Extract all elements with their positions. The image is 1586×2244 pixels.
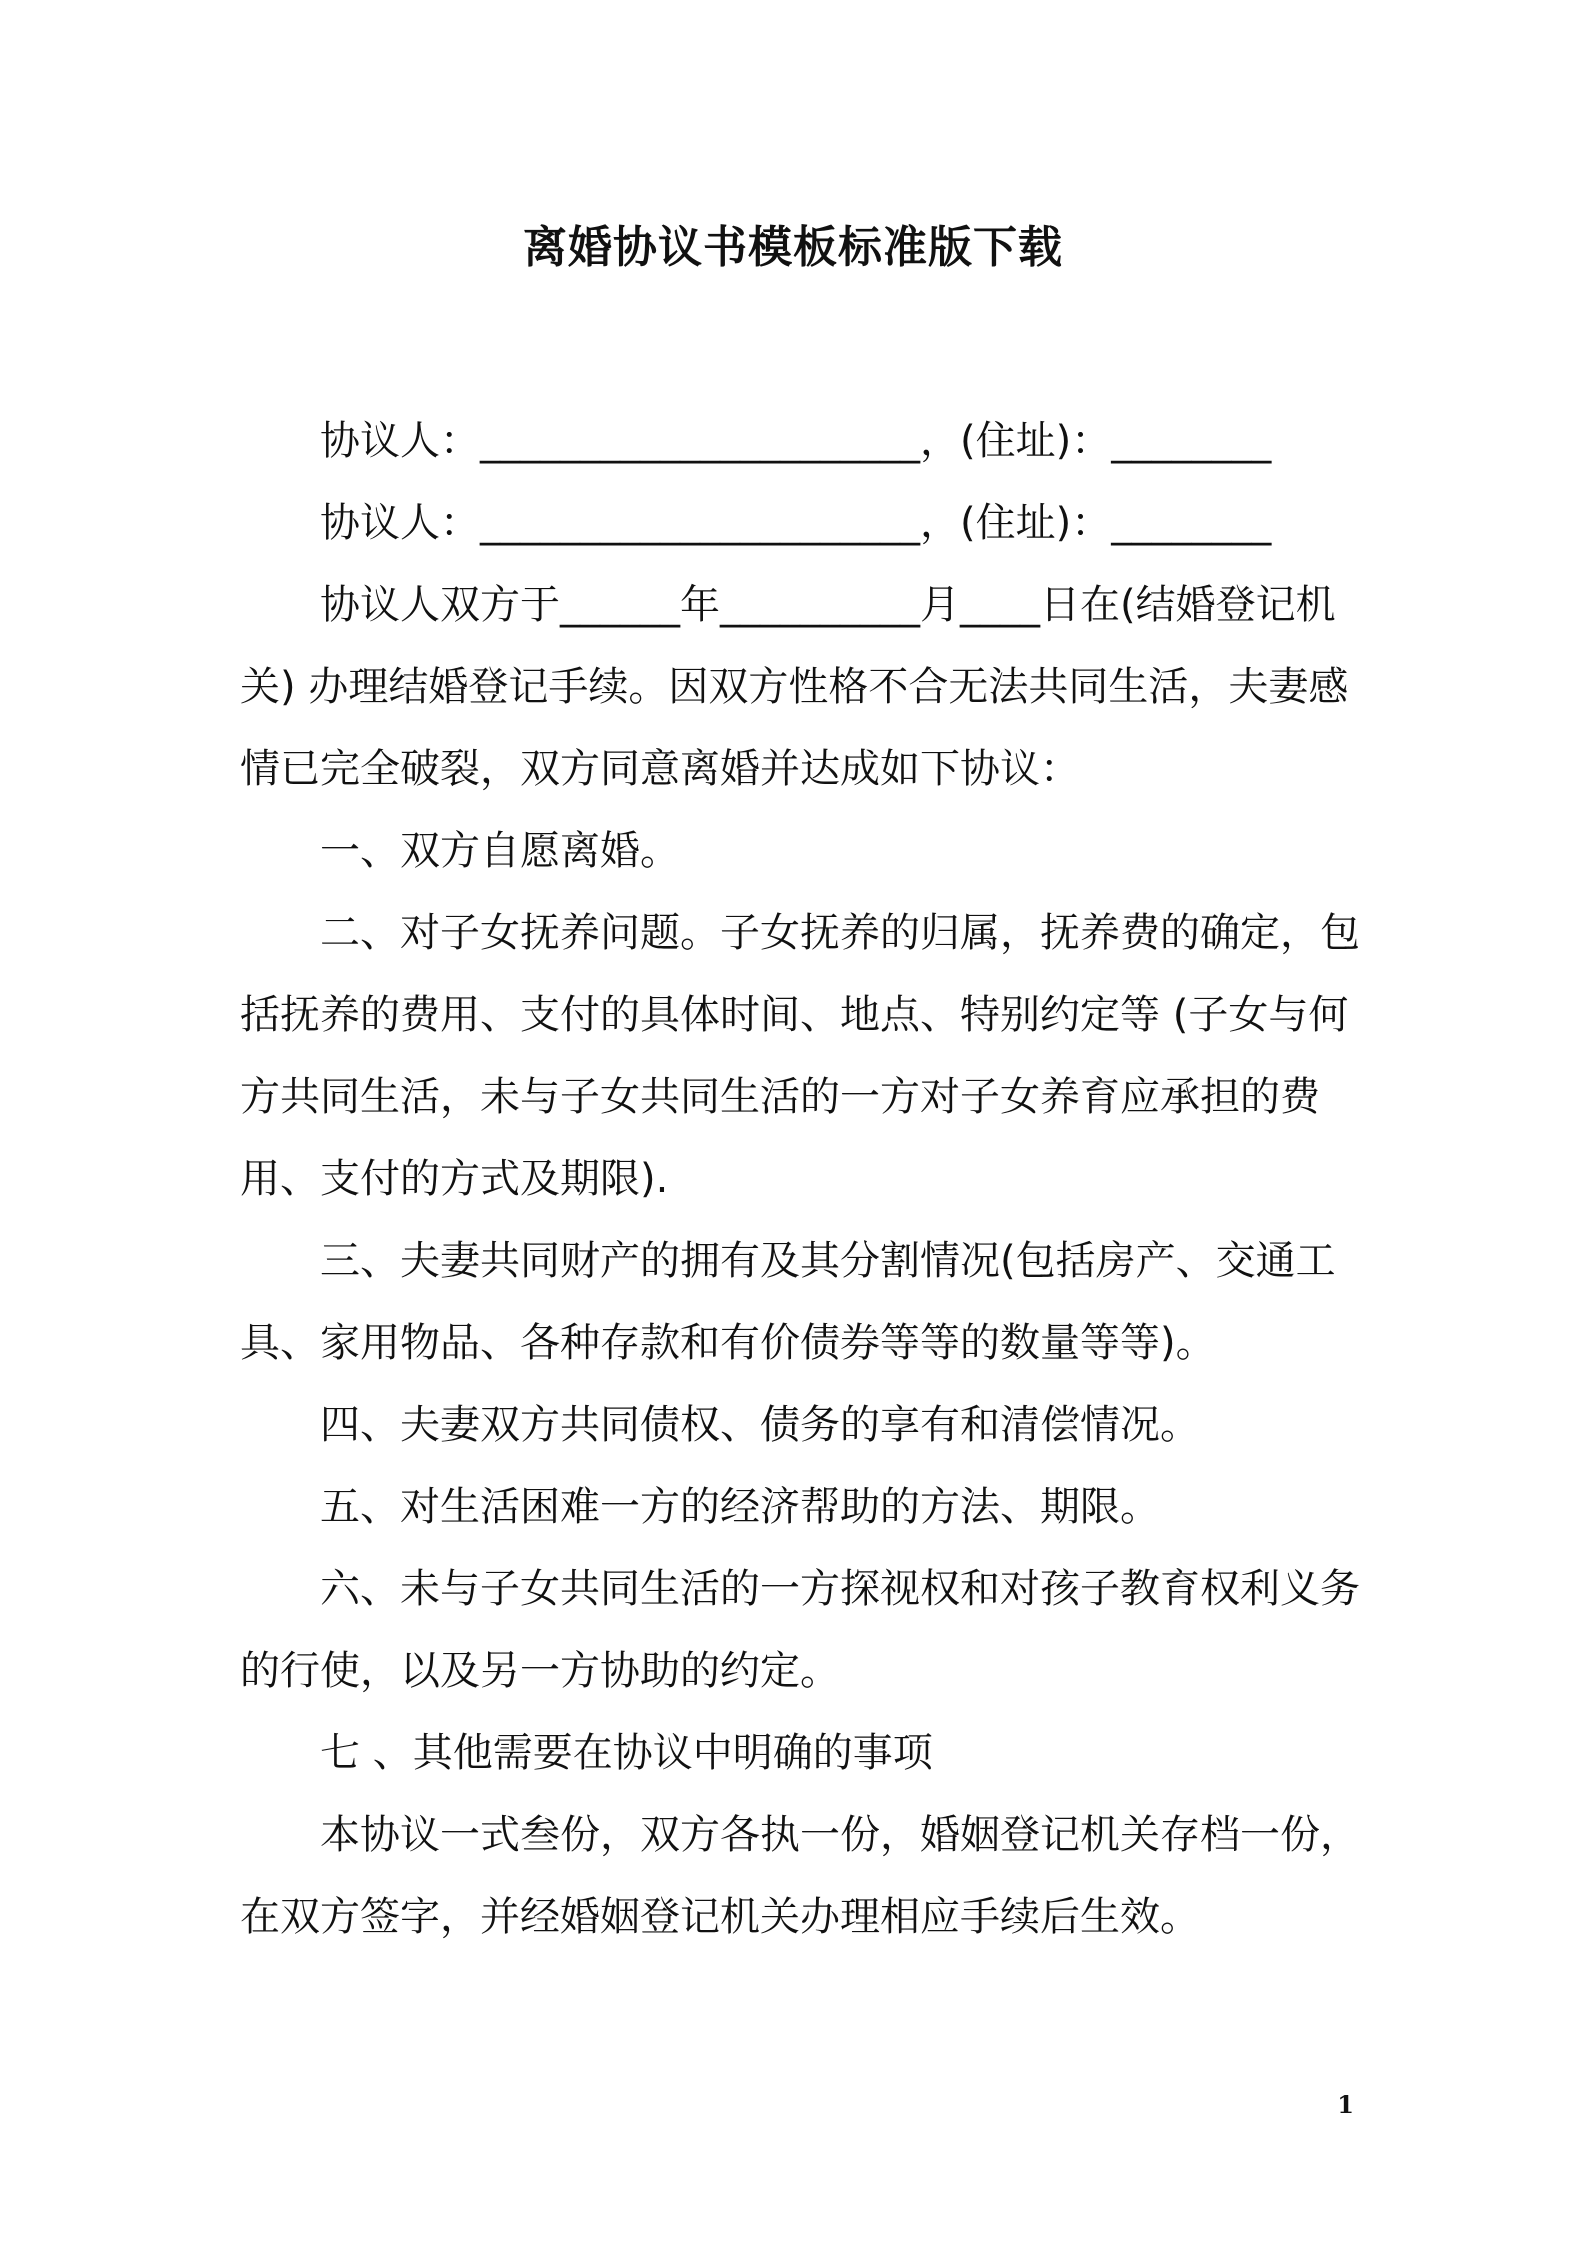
clause-5: 五、对生活困难一方的经济帮助的方法、期限。 <box>320 1484 1160 1530</box>
party-line-2: 协议人：______________________，(住址)：________ <box>320 500 1272 546</box>
clause-1: 一、双方自愿离婚。 <box>320 828 680 874</box>
clause-4: 四、夫妻双方共同债权、债务的享有和清偿情况。 <box>320 1402 1200 1448</box>
clause-2: 二、对子女抚养问题。子女抚养的归属，抚养费的确定，包括抚养的费用、支付的具体时间、地点、特别约定等 (子女与何方共同生活，未与子女共同生活的一方对子女养育应承担的费用、支付的方式及期限). <box>240 910 1360 1202</box>
intro-paragraph: 协议人双方于______年__________月____日在(结婚登记机关) 办理结婚登记手续。因双方性格不合无法共同生活，夫妻感情已完全破裂，双方同意离婚并达成如下协议： <box>240 582 1349 792</box>
document-body <box>240 400 1360 1958</box>
clause-7: 七 、其他需要在协议中明确的事项 <box>320 1730 933 1776</box>
page-number: 1 <box>1337 2090 1354 2119</box>
party-line-1: 协议人：______________________，(住址)：________ <box>320 418 1272 464</box>
clause-6: 六、未与子女共同生活的一方探视权和对孩子教育权利义务的行使，以及另一方协助的约定。 <box>240 1566 1360 1694</box>
closing-paragraph: 本协议一式叁份，双方各执一份，婚姻登记机关存档一份，在双方签字，并经婚姻登记机关办理相应手续后生效。 <box>240 1812 1360 1940</box>
document-title: 离婚协议书模板标准版下载 <box>523 222 1063 273</box>
clause-3: 三、夫妻共同财产的拥有及其分割情况(包括房产、交通工具、家用物品、各种存款和有价债券等等的数量等等)。 <box>240 1238 1336 1366</box>
